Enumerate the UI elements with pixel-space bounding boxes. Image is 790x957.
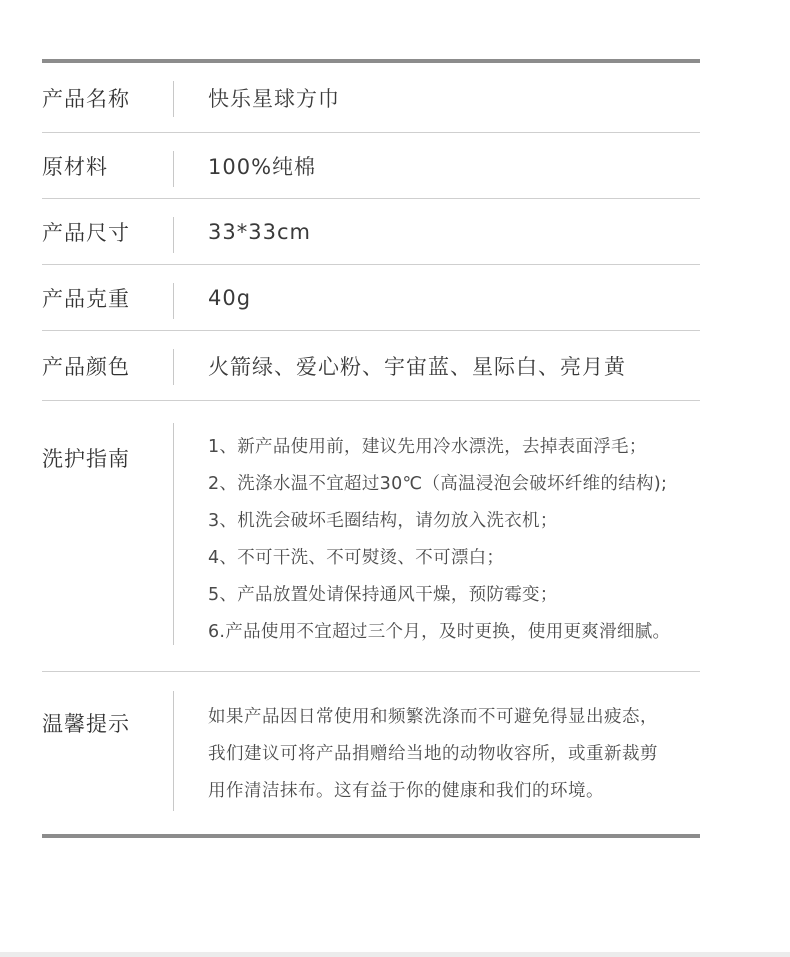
- row-care-guide: [42, 401, 700, 672]
- tips-line: 用作清洁抹布。这有益于你的健康和我们的环境。: [208, 781, 604, 801]
- list-item: 6.产品使用不宜超过三个月，及时更换，使用更爽滑细腻。: [208, 622, 671, 642]
- table-bottom-bar: [42, 834, 700, 838]
- row-divider: [173, 151, 174, 187]
- footer-band: [0, 952, 790, 957]
- row-tips: [42, 672, 700, 834]
- row-label: 产品克重: [42, 286, 130, 311]
- list-item: 3、机洗会破坏毛圈结构，请勿放入洗衣机；: [208, 511, 558, 531]
- list-item: 1、新产品使用前，建议先用冷水漂洗，去掉表面浮毛；: [208, 437, 647, 457]
- tips-line: 我们建议可将产品捐赠给当地的动物收容所，或重新裁剪: [208, 744, 658, 764]
- row-divider: [173, 423, 174, 645]
- row-value: 100%纯棉: [208, 154, 317, 179]
- row-colors: [42, 331, 700, 401]
- row-label: 洗护指南: [42, 447, 130, 471]
- list-item: 4、不可干洗、不可熨烫、不可漂白；: [208, 548, 505, 568]
- row-divider: [173, 349, 174, 385]
- tips-line: 如果产品因日常使用和频繁洗涤而不可避免得显出疲态，: [208, 707, 658, 727]
- row-label: 产品名称: [42, 86, 130, 111]
- row-product-name: [42, 63, 700, 133]
- row-value: 33*33cm: [208, 219, 311, 244]
- product-info-table: [42, 59, 700, 838]
- row-label: 产品尺寸: [42, 220, 130, 245]
- row-label: 温馨提示: [42, 712, 130, 736]
- row-label: 产品颜色: [42, 354, 130, 379]
- row-divider: [173, 81, 174, 117]
- row-size: [42, 199, 700, 265]
- row-value: 40g: [208, 285, 252, 310]
- list-item: 5、产品放置处请保持通风干燥，预防霉变；: [208, 585, 558, 605]
- row-label: 原材料: [42, 154, 108, 179]
- row-value: 火箭绿、爱心粉、宇宙蓝、星际白、亮月黄: [208, 354, 626, 379]
- row-weight: [42, 265, 700, 331]
- row-value: 快乐星球方巾: [208, 86, 340, 111]
- list-item: 2、洗涤水温不宜超过30℃（高温浸泡会破坏纤维的结构);: [208, 474, 668, 494]
- row-material: [42, 133, 700, 199]
- row-divider: [173, 283, 174, 319]
- row-divider: [173, 217, 174, 253]
- tips-paragraph: [208, 699, 658, 810]
- row-divider: [173, 691, 174, 811]
- care-instructions-list: [208, 429, 670, 651]
